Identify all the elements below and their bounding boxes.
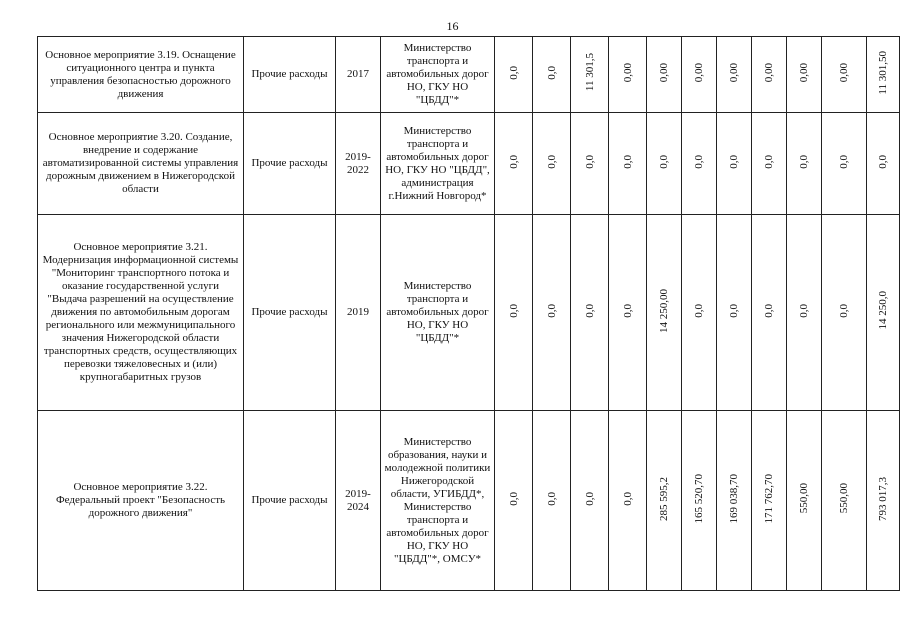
table-row: [38, 215, 900, 411]
value-text: 0,0: [838, 154, 850, 169]
value-text: 0,00: [693, 62, 705, 83]
value-text: 171 762,70: [763, 473, 775, 524]
value-cell: [647, 411, 682, 591]
value-text: 14 250,0: [877, 291, 889, 330]
expense-type: Прочие расходы: [244, 37, 336, 113]
value-text: 165 520,70: [693, 473, 705, 524]
period-years: 2019-2024: [336, 411, 381, 591]
value-cell: [682, 37, 717, 113]
value-cell: [647, 113, 682, 215]
value-cell: [867, 411, 900, 591]
value-text: 0,00: [838, 62, 850, 83]
value-text: 169 038,70: [728, 473, 740, 524]
value-text: 0,0: [693, 154, 705, 169]
value-cell: [533, 215, 571, 411]
executor: Министерство транспорта и автомобильных дорог НО, ГКУ НО "ЦБДД"*: [381, 215, 495, 411]
value-cell: [752, 411, 787, 591]
measure-name: Основное мероприятие 3.22. Федеральный проект "Безопасность дорожного движения": [38, 411, 244, 591]
value-text: 550,00: [798, 483, 810, 514]
value-text: 0,0: [507, 491, 520, 506]
value-cell: [787, 411, 822, 591]
value-text: 0,0: [621, 491, 634, 506]
measure-name: Основное мероприятие 3.20. Создание, внедрение и содержание автоматизированной системы управления дорожным движением в Нижегородской области: [38, 113, 244, 215]
value-cell: [822, 113, 867, 215]
value-cell: [717, 113, 752, 215]
value-cell: [867, 215, 900, 411]
value-text: 0,0: [693, 303, 705, 318]
period-years: 2017: [336, 37, 381, 113]
value-text: 0,0: [583, 491, 596, 506]
table-row: [38, 113, 900, 215]
value-text: 11 301,5: [583, 53, 596, 92]
value-cell: [787, 215, 822, 411]
value-text: 0,00: [658, 62, 670, 83]
value-cell: [717, 215, 752, 411]
value-text: 0,00: [763, 62, 775, 83]
value-text: 0,0: [545, 154, 558, 169]
value-cell: [495, 411, 533, 591]
value-cell: [717, 37, 752, 113]
executor: Министерство образования, науки и молодежной политики Нижегородской области, УГИБДД*, Министерство транспорта и автомобильных дорог НО, ГКУ НО "ЦБДД"*, ОМСУ*: [381, 411, 495, 591]
value-text: 0,0: [583, 303, 596, 318]
table-row: [38, 37, 900, 113]
value-text: 14 250,00: [658, 288, 670, 333]
value-cell: [533, 37, 571, 113]
value-text: 11 301,50: [877, 50, 889, 95]
period-years: 2019: [336, 215, 381, 411]
value-cell: [682, 215, 717, 411]
value-cell: [787, 37, 822, 113]
value-text: 0,0: [763, 154, 775, 169]
expense-type: Прочие расходы: [244, 411, 336, 591]
measure-name: Основное мероприятие 3.21. Модернизация информационной системы "Мониторинг транспортного потока и оказание государственной услуги "Выдача разрешений на осуществление движения по автомобильным дорогам регионального или межмуниципального значения Нижегородской области транспортных средств, осуществляющих перевозки тяжеловесных и (или) крупногабаритных грузов: [38, 215, 244, 411]
value-cell: [571, 215, 609, 411]
value-text: 0,0: [545, 65, 558, 80]
value-text: 550,00: [838, 483, 850, 514]
value-cell: [609, 215, 647, 411]
value-cell: [867, 113, 900, 215]
executor: Министерство транспорта и автомобильных дорог НО, ГКУ НО "ЦБДД"*: [381, 37, 495, 113]
value-text: 0,0: [728, 303, 740, 318]
value-cell: [717, 411, 752, 591]
value-cell: [495, 215, 533, 411]
value-text: 0,0: [728, 154, 740, 169]
value-cell: [682, 411, 717, 591]
page-number: 16: [446, 19, 459, 33]
value-cell: [822, 215, 867, 411]
value-text: 0,0: [507, 303, 520, 318]
table-row: [38, 411, 900, 591]
value-text: 0,00: [621, 62, 634, 83]
value-text: 0,0: [877, 154, 889, 169]
value-text: 0,00: [798, 62, 810, 83]
value-text: 285 595,2: [658, 476, 670, 521]
value-text: 0,0: [763, 303, 775, 318]
value-cell: [752, 37, 787, 113]
value-cell: [609, 113, 647, 215]
expenses-table: [37, 36, 900, 591]
value-text: 0,00: [728, 62, 740, 83]
expense-type: Прочие расходы: [244, 113, 336, 215]
value-cell: [752, 215, 787, 411]
value-cell: [647, 37, 682, 113]
value-cell: [867, 37, 900, 113]
value-cell: [571, 411, 609, 591]
expense-type: Прочие расходы: [244, 215, 336, 411]
value-cell: [495, 113, 533, 215]
value-text: 0,0: [545, 491, 558, 506]
value-cell: [571, 113, 609, 215]
value-cell: [752, 113, 787, 215]
value-cell: [609, 411, 647, 591]
value-cell: [822, 37, 867, 113]
period-years: 2019-2022: [336, 113, 381, 215]
measure-name: Основное мероприятие 3.19. Оснащение ситуационного центра и пункта управления безопасностью дорожного движения: [38, 37, 244, 113]
value-text: 0,0: [798, 154, 810, 169]
value-cell: [682, 113, 717, 215]
value-cell: [533, 113, 571, 215]
value-cell: [571, 37, 609, 113]
value-text: 0,0: [621, 154, 634, 169]
value-text: 0,0: [658, 154, 670, 169]
value-cell: [609, 37, 647, 113]
value-text: 0,0: [507, 154, 520, 169]
value-cell: [787, 113, 822, 215]
value-text: 0,0: [507, 65, 520, 80]
value-text: 793 017,3: [877, 476, 889, 521]
value-cell: [495, 37, 533, 113]
value-text: 0,0: [545, 303, 558, 318]
value-text: 0,0: [621, 303, 634, 318]
value-text: 0,0: [838, 303, 850, 318]
value-cell: [822, 411, 867, 591]
value-cell: [533, 411, 571, 591]
value-text: 0,0: [583, 154, 596, 169]
value-cell: [647, 215, 682, 411]
executor: Министерство транспорта и автомобильных дорог НО, ГКУ НО "ЦБДД", администрация г.Нижний Новгород*: [381, 113, 495, 215]
value-text: 0,0: [798, 303, 810, 318]
